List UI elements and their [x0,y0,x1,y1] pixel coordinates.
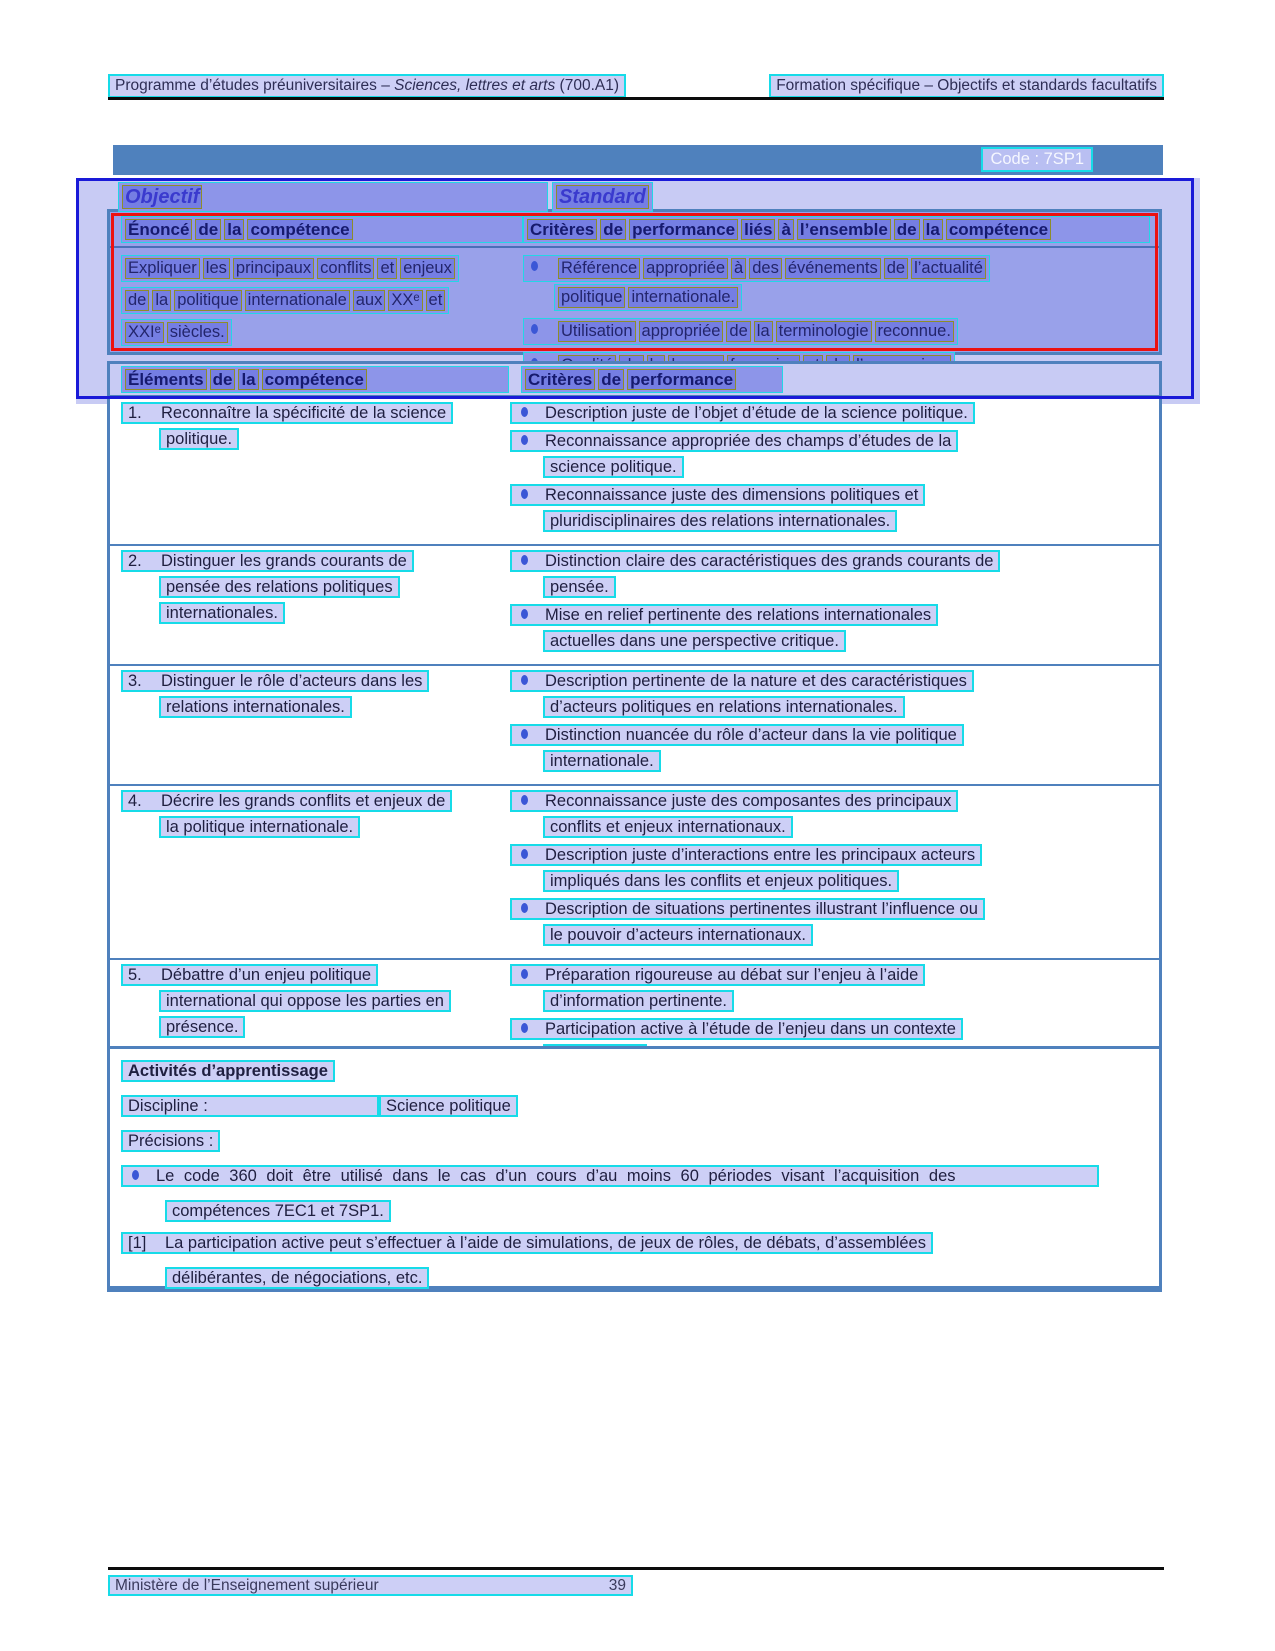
highlight-line: 2. Distinguer les grands courants de [121,550,414,572]
selected-word: de [210,369,236,390]
selected-word: à [778,219,793,240]
element-line [159,990,510,1012]
header-right-text: Formation spécifique – Objectifs et standards facultatifs [769,74,1164,98]
highlight-line [121,287,449,314]
criterion [510,550,1153,598]
highlight-line [523,255,990,282]
footnote-line [165,1267,1145,1289]
criterion-line [543,870,1153,892]
enonce-header-right-cell [523,216,1150,243]
criterion-line [510,790,1153,812]
criterion-line [510,430,1153,452]
element-line [159,602,510,624]
selected-word: de [884,258,908,279]
page-number: 39 [608,1577,626,1594]
criterion-line [510,898,1153,920]
selected-word: enjeux [400,258,455,279]
highlight-line: délibérantes, de négociations, etc. [165,1267,429,1289]
selected-word: politique [174,290,241,311]
selected-word: Utilisation [558,321,636,342]
bullet-icon [521,609,528,619]
selected-word: appropriée [639,321,724,342]
selected-word: liés [741,219,775,240]
objectif-standard-row [118,182,653,212]
element-cell [110,670,510,778]
highlight-line: 5. Débattre d’un enjeu politique [121,964,378,986]
highlight-line: pluridisciplinaires des relations internationales. [543,510,897,532]
highlight-line: 1. Reconnaître la spécificité de la science [121,402,453,424]
precisions-notes [121,1165,1145,1289]
footnote-line [121,1232,1145,1254]
criterion-line [543,750,1153,772]
highlight-line: science politique. [543,456,684,478]
criterion-line [510,484,1153,506]
selected-word: internationale. [628,287,738,308]
activites-title: Activités d’apprentissage [121,1060,335,1082]
header-left-prefix: Programme d’études préuniversitaires – [115,77,395,94]
highlight-line: internationales. [159,602,285,624]
element-cell [110,550,510,658]
page-header [108,74,1164,98]
criterion-line [523,255,1150,282]
header-left-suffix: (700.A1) [555,77,619,94]
criterion-line [510,670,1153,692]
criterion-line [543,696,1153,718]
criterion [510,484,1153,532]
criterion-line [523,318,1150,345]
highlight-line: présence. [159,1016,245,1038]
criterion-line [543,630,1153,652]
highlight-line [554,284,742,311]
criterion-line [510,964,1153,986]
selected-word: l’actualité [911,258,986,279]
selected-word: internationale [245,290,350,311]
selected-word: Critères [525,369,595,390]
criterion-line [510,604,1153,626]
elements-header-right-cell [521,366,1159,393]
bullet-icon [521,489,528,499]
selected-word: événements [785,258,881,279]
criteria-cell [510,790,1159,952]
discipline-value: Science politique [379,1095,518,1117]
item-number: 5. [128,966,142,984]
highlight-line: relations internationales. [159,696,352,718]
criterion [510,430,1153,478]
criterion [510,604,1153,652]
precisions-label: Précisions : [121,1130,220,1152]
element-line [121,670,510,692]
selected-word: les [203,258,230,279]
element-cell [110,402,510,538]
element-line [121,402,510,424]
bullet-icon [521,849,528,859]
code-bar [113,145,1163,175]
selected-word: terminologie [776,321,872,342]
statement-line [121,319,523,346]
selected-word: principaux [233,258,314,279]
selected-word: l’ensemble [797,219,891,240]
selected-word: reconnue. [875,321,954,342]
footer-rule [108,1567,1164,1570]
element-row [110,786,1159,960]
discipline-row [121,1095,1145,1117]
highlight-line: Le code 360 doit être utilisé dans le cas d’un cours d’au moins 60 périodes visant l’acquisition des [121,1165,1099,1187]
enonce-header-row [110,212,1159,248]
highlight-line: international qui oppose les parties en [159,990,451,1012]
highlight-line: Reconnaissance juste des dimensions politiques et [510,484,925,506]
bullet-icon [521,1023,528,1033]
selected-word: compétence [247,219,352,240]
highlight-line [121,255,459,282]
criterion-line [510,724,1153,746]
item-number: 2. [128,552,142,570]
bullet-icon [531,324,538,334]
criterion-line [510,402,1153,424]
selected-word: appropriée [643,258,728,279]
bullet-icon [521,675,528,685]
selected-word: performance [627,369,736,390]
highlight-line [121,319,232,346]
criterion [510,402,1153,424]
item-number: 3. [128,672,142,690]
elements-table [107,361,1162,1114]
highlight-line: Description pertinente de la nature et des caractéristiques [510,670,974,692]
selected-word: de [894,219,920,240]
criterion-line [510,550,1153,572]
criterion-line [554,284,1150,311]
selected-word: XXᵉ [388,290,422,311]
element-line [159,428,510,450]
header-left-text [108,74,626,98]
highlight-line [523,318,958,345]
element-line [159,1016,510,1038]
footer-organization: Ministère de l’Enseignement supérieur [115,1577,379,1594]
selected-word: conflits [317,258,374,279]
bullet-icon [521,795,528,805]
element-line [159,816,510,838]
highlight-line: Reconnaissance appropriée des champs d’études de la [510,430,958,452]
selected-word: la [923,219,943,240]
highlight-line: internationale. [543,750,661,772]
activites-box [107,1046,1162,1292]
criterion-line [543,816,1153,838]
element-line [159,696,510,718]
bullet-icon [521,407,528,417]
bullet-icon [521,969,528,979]
selected-word: aux [353,290,386,311]
selected-word: siècles. [167,322,228,343]
selected-word: compétence [946,219,1051,240]
bullet-icon [132,1170,139,1180]
standard-heading [552,182,653,212]
criteria-cell [510,550,1159,658]
header-left-italic: Sciences, lettres et arts [394,77,556,94]
criterion [510,670,1153,718]
enonce-table [107,209,1162,355]
criterion-line [543,456,1153,478]
selected-word: Éléments [125,369,207,390]
statement-line [121,287,523,314]
highlight-line: impliqués dans les conflits et enjeux politiques. [543,870,899,892]
criterion-line [543,924,1153,946]
elements-header-right [521,366,783,393]
highlight-line: Mise en relief pertinente des relations internationales [510,604,938,626]
enonce-header-right [523,216,1150,243]
selected-word: la [754,321,773,342]
activites-title-line [121,1060,1145,1082]
selected-word: de [125,290,149,311]
criterion-line [543,510,1153,532]
highlight-line: Description juste d’interactions entre les principaux acteurs [510,844,982,866]
selected-word: et [377,258,397,279]
criterion [510,898,1153,946]
highlight-line: conflits et enjeux internationaux. [543,816,793,838]
element-line [121,964,510,986]
element-row [110,546,1159,666]
bullet-icon [521,555,528,565]
highlight-line: Description de situations pertinentes illustrant l’influence ou [510,898,985,920]
highlight-line: la politique internationale. [159,816,360,838]
criterion [510,790,1153,838]
selected-word: compétence [262,369,367,390]
highlight-line: Préparation rigoureuse au débat sur l’enjeu à l’aide [510,964,925,986]
criterion-line [543,990,1153,1012]
standard-word: Standard [556,185,649,209]
highlight-line: d’information pertinente. [543,990,734,1012]
highlight-line: compétences 7EC1 et 7SP1. [165,1200,391,1222]
element-row [110,666,1159,786]
selected-word: et [426,290,446,311]
bullet-icon [521,729,528,739]
elements-header-left-cell [121,366,521,393]
code-label: Code : 7SP1 [981,147,1093,172]
selected-word: la [238,369,258,390]
criterion-line [510,844,1153,866]
highlight-line: pensée. [543,576,616,598]
statement-line [121,255,523,282]
enonce-header-left [121,216,523,243]
note-line [121,1165,1145,1187]
selected-word: XXIᵉ [125,322,164,343]
criterion-line [543,576,1153,598]
selected-word: Énoncé [125,219,192,240]
selected-word: Critères [527,219,597,240]
highlight-line: Description juste de l’objet d’étude de la science politique. [510,402,975,424]
highlight-line: d’acteurs politiques en relations internationales. [543,696,905,718]
selected-word: à [731,258,746,279]
precisions-line [121,1130,1145,1152]
highlight-line: pensée des relations politiques [159,576,400,598]
selected-word: de [726,321,750,342]
selected-word: la [152,290,171,311]
note-line [165,1200,1145,1222]
highlight-line: Participation active à l’étude de l’enjeu dans un contexte [510,1018,963,1040]
criterion [510,844,1153,892]
highlight-line: politique. [159,428,239,450]
footnote-marker: [1] [128,1234,147,1252]
highlight-line: Distinction nuancée du rôle d’acteur dans la vie politique [510,724,964,746]
highlight-line: le pouvoir d’acteurs internationaux. [543,924,813,946]
criterion [510,964,1153,1012]
elements-header-left [121,366,509,393]
selected-word: politique [558,287,625,308]
elements-header-row [110,364,1159,398]
enonce-header-left-cell [121,216,523,243]
elements-rows [110,398,1159,1106]
highlight-line: 3. Distinguer le rôle d’acteurs dans les [121,670,429,692]
element-line [159,576,510,598]
highlight-line: Distinction claire des caractéristiques des grands courants de [510,550,1000,572]
element-cell [110,790,510,952]
highlight-line: [1] La participation active peut s’effectuer à l’aide de simulations, de jeux de rôles, de débats, d’assemblées [121,1232,933,1254]
selected-word: performance [629,219,738,240]
selected-word: de [600,219,626,240]
highlight-line: 4. Décrire les grands conflits et enjeux de [121,790,452,812]
bullet-icon [521,435,528,445]
criterion [523,318,1150,345]
element-line [121,790,510,812]
highlight-line: Reconnaissance juste des composantes des principaux [510,790,958,812]
selected-word: des [749,258,782,279]
item-number: 4. [128,792,142,810]
discipline-label: Discipline : [121,1095,379,1117]
precision-note [121,1165,1145,1222]
selected-word: de [195,219,221,240]
element-row [110,398,1159,546]
objectif-word: Objectif [122,185,202,209]
highlight-line: actuelles dans une perspective critique. [543,630,846,652]
selected-word: Expliquer [125,258,200,279]
criteria-cell [510,670,1159,778]
selected-word: Référence [558,258,640,279]
bullet-icon [521,903,528,913]
item-number: 1. [128,404,142,422]
criterion-line [510,1018,1153,1040]
criteria-cell [510,402,1159,538]
element-line [121,550,510,572]
bullet-icon [531,261,538,271]
header-rule [108,97,1164,100]
criterion [523,255,1150,311]
criterion [510,724,1153,772]
footnote [121,1232,1145,1289]
page-footer [108,1575,633,1596]
selected-word: la [224,219,244,240]
selected-word: de [598,369,624,390]
objectif-heading [118,182,548,212]
